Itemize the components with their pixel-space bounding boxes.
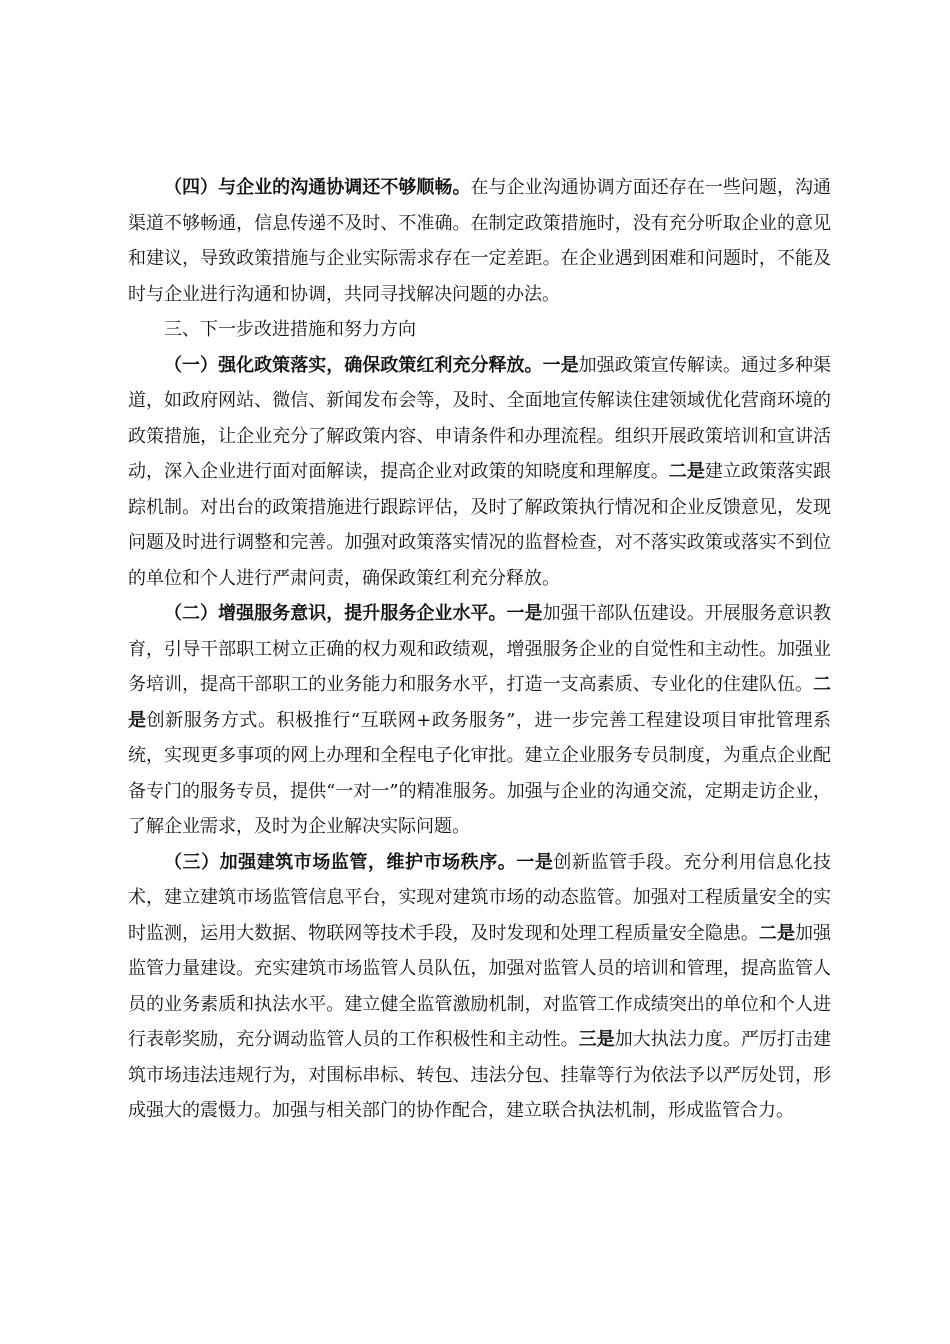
point-text: 建立政策落实跟踪机制。对出台的政策措施进行跟踪评估，及时了解政策执行情况和企业反馈意见，发现问题及时进行调整和完善。加强对政策落实情况的监督检查，对不落实政策或落实不到位的单位和个人进行严肃问责，确保政策红利充分释放。 (128, 461, 832, 589)
paragraph-lead: （三）加强建筑市场监管，维护市场秩序。 (164, 851, 517, 873)
paragraph-lead: （一）强化政策落实，确保政策红利充分释放。 (164, 354, 543, 376)
paragraph-lead: （二）增强服务意识，提升服务企业水平。 (164, 603, 507, 624)
point-text: 加强监管力量建设。充实建筑市场监管人员队伍，加强对监管人员的培训和管理，提高监管人员的业务素质和执法水平。建立健全监管激励机制，对监管工作成绩突出的单位和个人进行表彰奖励，充分调动监管人员的工作积极性和主动性。 (128, 922, 832, 1050)
paragraph-lead: （四）与企业的沟通协调还不够顺畅。 (164, 177, 471, 198)
paragraph-text: 在与企业沟通协调方面还存在一些问题，沟通渠道不够畅通，信息传递不及时、不准确。在制定政策措施时，没有充分听取企业的意见和建议，导致政策措施与企业实际需求存在一定差距。在企业遇到困难和问题时，不能及时与企业进行沟通和协调，共同寻找解决问题的办法。 (128, 177, 832, 305)
paragraph-service-awareness (128, 596, 831, 845)
point-keyword: 一是 (542, 354, 579, 376)
point-keyword: 一是 (506, 603, 543, 624)
document-page (128, 170, 831, 1129)
point-text: 创新监管手段。充分利用信息化技术，建立建筑市场监管信息平台，实现对建筑市场的动态监管。加强对工程质量安全的实时监测，运用大数据、物联网等技术手段，及时发现和处理工程质量安全隐患。 (128, 851, 832, 944)
point-text: 创新服务方式。积极推行“互联网+政务服务”，进一步完善工程建设项目审批管理系统，实现更多事项的网上办理和全程电子化审批。建立企业服务专员制度，为重点企业配备专门的服务专员，提供“一对一”的精准服务。加强与企业的沟通交流，定期走访企业，了解企业需求，及时为企业解决实际问题。 (128, 709, 832, 837)
point-keyword: 二是 (668, 461, 705, 482)
point-keyword: 二是 (128, 674, 831, 731)
paragraph-market-supervision (128, 845, 831, 1129)
point-keyword: 三是 (578, 1029, 615, 1050)
point-keyword: 一是 (516, 851, 554, 873)
paragraph-communication-issue (128, 170, 831, 312)
paragraph-policy-implementation (128, 348, 831, 597)
point-keyword: 二是 (758, 922, 795, 944)
section-heading: 三、下一步改进措施和努力方向 (164, 319, 416, 340)
point-text: 加强干部队伍建设。开展服务意识教育，引导干部职工树立正确的权力观和政绩观，增强服务企业的自觉性和主动性。加强业务培训，提高干部职工的业务能力和服务水平，打造一支高素质、专业化的住建队伍。 (128, 603, 832, 695)
point-text: 加大执法力度。严厉打击建筑市场违法违规行为，对围标串标、转包、违法分包、挂靠等行为依法予以严厉处罚，形成强大的震慑力。加强与相关部门的协作配合，建立联合执法机制，形成监管合力。 (128, 1029, 832, 1121)
point-text: 加强政策宣传解读。通过多种渠道，如政府网站、微信、新闻发布会等，及时、全面地宣传解读住建领域优化营商环境的政策措施，让企业充分了解政策内容、申请条件和办理流程。组织开展政策培训和宣讲活动，深入企业进行面对面解读，提高企业对政策的知晓度和理解度。 (128, 354, 832, 482)
